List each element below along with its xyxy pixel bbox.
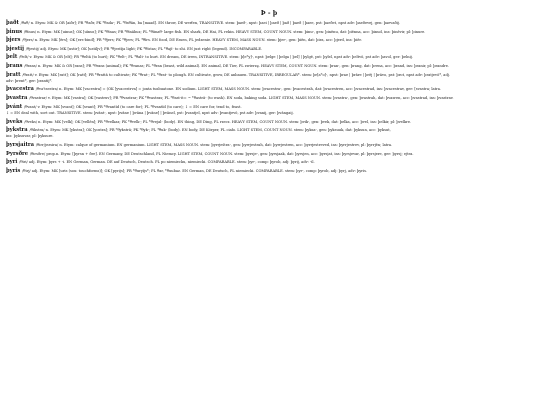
entry-thykstra: [6, 127, 532, 140]
entry-thvastra: [6, 95, 532, 101]
entry-thvant: [6, 104, 532, 117]
entry-thelt: [6, 54, 532, 60]
headword: þvastra: [6, 95, 30, 102]
entry-thjers: [6, 37, 532, 43]
entry-body: /θva'tsestra/ n. Etym: MK [vacestra] = (OK [yvacestrva] = jonta tusbuatone. EN sodium. LIGHT STEM, MASS NOUN. stem: þvacestra-, gen: þvacestrah, dat: þvacestren, acc: þvacestrad, ins: þvacestrav, ger: [svastra; latra.: [35, 87, 442, 92]
headword: þyris: [6, 167, 23, 174]
headword: þelt: [6, 54, 20, 61]
headword: þveks: [6, 118, 25, 125]
headword: þjestij: [6, 45, 26, 52]
entry-thyri: [6, 159, 532, 165]
headword: þyrsjaitra: [6, 142, 36, 149]
entry-thyrsdre: [6, 151, 532, 157]
entry-body: /θvant/ v. Etym: MK [svant]; OK [svant]; PR *θvantīd (to care for); PL *θvantīd (to care); ↕ = EN care for, tend to, feast.: [23, 104, 242, 109]
headword: þaðt: [6, 20, 21, 26]
entry-thvacestra: [6, 86, 532, 92]
entry-thyris: [6, 168, 532, 174]
entry-body: /θaθ/ n. Etym: MK & OR [aiðr]; PR *θaðr, PK *θada-; PL *θaθān, ba [maad]. EN throw, DE werfen, TRANSITIVE. stem: þaeð-, npst: þaei | þaeð | það | þaeð | þaee, pst: þaeðet, npst adv: þaeðevej, gen: þaevaðij.: [20, 21, 401, 25]
entry-body: /θirr/jezsira/ n. Etym: calque of germanium. EN germanium. LIGHT STEM, MASS NOUN. stem: þyrrjeśtra-, gen: þyrrjestrah, dat: þyrrjestren, acc: þyrrjestreved, ins: þyrrjestrev, pl: þyrrjēn; latra.: [35, 143, 393, 148]
headword: þinus: [6, 28, 24, 35]
entry-body: /θiri/ adj. Etym: þyrs + -i. EN German, German. DE auf Deutsch, Deutsch. PL po niemiecku, niemiecki. COMPARABLE. stem: þyr-, comp: þyrob, adj: þyrij, adv: -il.: [19, 160, 315, 165]
entry-body: /θjestij/ adj. Etym: MK [ustir]; OK [ustiljv]; PR *θjestīja light; PK *θīstas; PL *θajī- to shi. EN just right (legend). INCOMPARABLE.: [25, 46, 263, 51]
entry-body: /θjers/ n. Etym: MK [ērs]; OK [ers-bind]; PR *θjers; PK *θjers; PL *θīrs. EN food, DE Essen, PL jedzenie. HEAVY STEM, MASS NOUN. stem: þjer-, gen: þiēn, dat: þira, acc: þjerd, ins: þiēr.: [22, 38, 362, 43]
entry-body: /θratt/ v. Etym: MK [ratt]; OK [ratt]; PR *θrattā to cultivate; PK *θrat-; PL *θrat- to plough. EN cultivate, grow, DE anbauen. TRANSITIVE, IRREGULAR*. stem: þr[a*o]-, npst: þrae | þrāre | þrēj | þrāvo, pst: þrot, npst adv: þratjevō*, adj.: [22, 72, 451, 77]
entry-thyrsjaitra: [6, 142, 532, 148]
entry-body: /θrans/ n. Etym: MK & OR [rans]; PR *θrans (animal); PK *θranas; PL *θran (beast, wild animal). EN animal, DE Tier, PL zwierzę. HEAVY STEM, COUNT NOUN. stem: þran-, gen: þrang, dat: þrena, acc: þrand, ins: þranir, pl: þrandre.: [24, 63, 449, 68]
page-header: Þ - þ: [260, 9, 278, 17]
entry-thinus: [6, 29, 532, 35]
entry-list: [6, 20, 532, 174]
entry-thveks: [6, 119, 532, 125]
entry-thrans: [6, 63, 532, 69]
headword: Þyrsðre: [6, 150, 30, 157]
entry-thatt: [6, 20, 532, 26]
headword: þykstra: [6, 127, 30, 134]
entry-body: /θīnus/ n. Etym: MK [uinus]; OK [uīnus]; PK *θīnas; PR *θīnāhuz; PL *θūnaθ- large fish. EN shark, DE Hai, PL rekin. HEAVY STEM, COUNT NOUN. stem: þinu-, gen: þinēnu, dat: þiēnna, acc: þinud, ins: þinēvir, pl: þinure.: [23, 29, 426, 34]
entry-body: /θirj/ adj. Etym: MK [uris (sou: touchforms)]; OK [pyrijs]; PR *θuryījs*; PL θar, *θuubaz. EN German, DE Deutsch, PL niemiecki. COMPARABLE. stem: þyr-, comp: þyrob, adj: þyrj, adv: þyris.: [22, 168, 368, 173]
headword: þjers: [6, 37, 23, 44]
headword: þvacestra: [6, 86, 36, 93]
headword: þratt: [6, 71, 23, 78]
entry-body: /θikstra/ n. Etym: MK [ykstra]; OK [yostra]; PR *θykstrā; PK *θyk-; PL *θuk- (body). EN body, DE Körper, PL ciało. LIGHT STEM, COUNT NOUN. stem: þyksa-, gen: þyksuuk, dat: þyksun, acc: þyksut,: [29, 128, 391, 133]
entry-body: /θveks/ n. Etym: MK [velk]; OK [vellēn]; PR *θvelkaz; PK *θvelk-; PL *θvejal- (body). EN thing, DE Ding, PL rzecz. HEAVY STEM, COUNT NOUN. stem: þvik-, gen: þvek, dat: þelka, acc: þvel, ins: þelkir, pl: þvelkre.: [24, 119, 412, 124]
entry-body-continued: ins: þyksuvar, pl: þyksure.: [6, 134, 54, 139]
entry-body: /θvastrar/ v. Etym: MK [vastra]; OK [vastruv]; PR *θvastrar; PK *θvastras; PL *θast-it= ~ *θastrā- (to wash). EN soda, baking soda. LIGHT STEM, MASS NOUN. stem: þvastra-, gen: þvastrah, dat: þvasren, acc: þvastrad, ins: þvastrav.: [29, 96, 454, 101]
entry-thjestij: [6, 46, 532, 52]
headword: þrans: [6, 62, 25, 69]
headword: þvánt: [6, 103, 24, 110]
entry-body: /θirsðre/ prop.n. Etym: [þyrsn + ðre]. EN Germany, DE Deutschland, PL Niemcy. LIGHT STEM, COUNT NOUN. stem: þyrsje-, gen: þyrsjaak, dat: þyrsjen, acc: þyrsjat, ins: þyrsjevar, pl: þyrsjere, ger: þyrsj; ejtra.: [29, 151, 414, 156]
headword: þyri: [6, 159, 20, 166]
entry-body: /θelt/ v. Etym: MK & OR [elt]; PR *θeltā (to hurt); PK *θelt-; PL *θalt- to hurt. EN dream, DE irren, INTRANSITIVE. stem: þ[e*y]-, npst: þelge | þelga | þel] | þylgē, pst: þylel, npst adv: þeltvō, pst adv: þavol, ger: þelnij.: [19, 55, 413, 60]
entry-thratt: [6, 72, 532, 85]
entry-body-continued: adv: þrent*, ger: þrantij*.: [6, 78, 53, 83]
entry-body-continued: ↕ = EN deal with, sort out. TRANSITIVE. stem: þvānt-, npst: þvāne | þvāna | þvāne] | þvānel, pst: þvantjel, npst adv: þvantjevō, pst adv: þvanij, ger: þvāngaij.: [6, 110, 294, 115]
